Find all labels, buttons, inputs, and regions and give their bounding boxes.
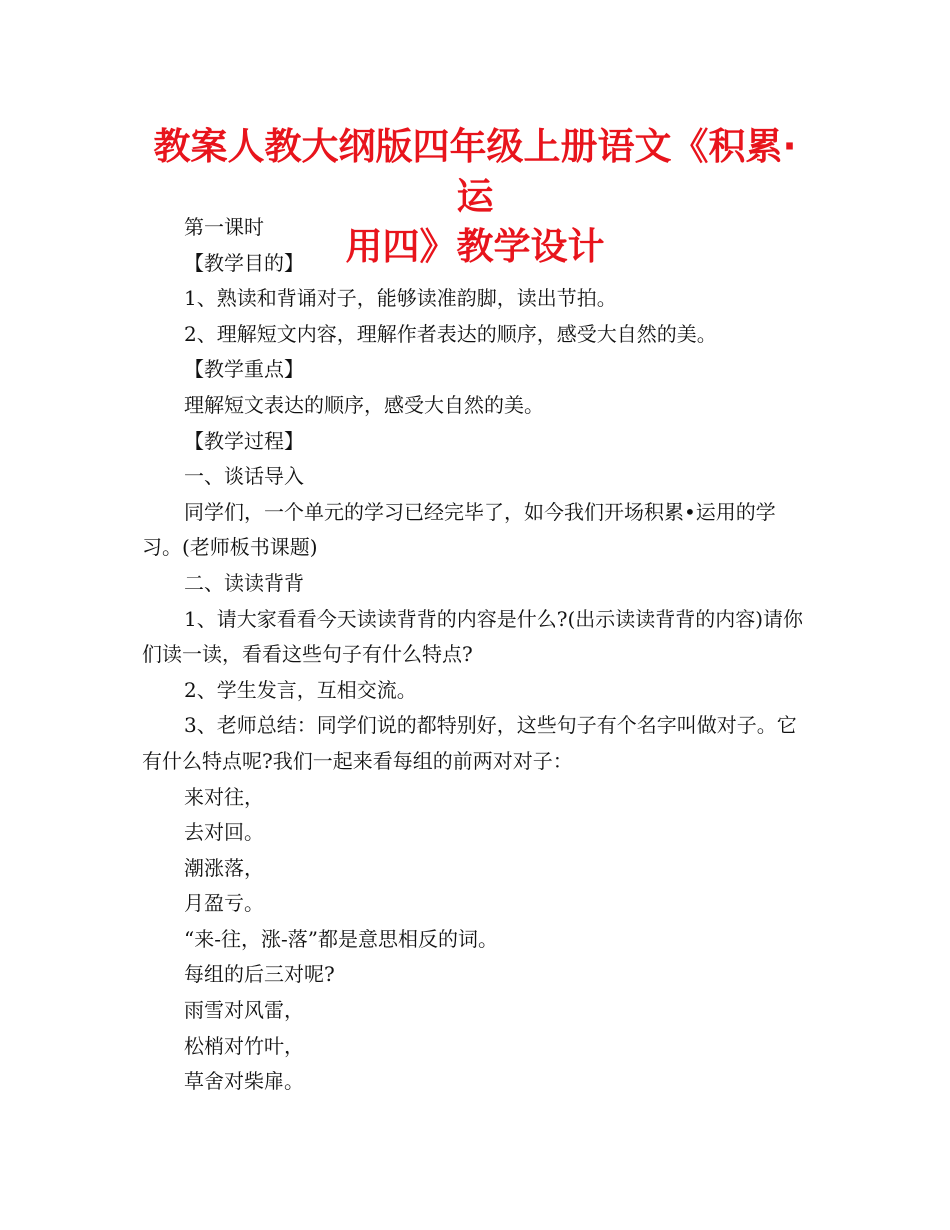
- recite-step-1: 1、请大家看看今天读读背背的内容是什么?(出示读读背背的内容)请你们读一读，看看这些句子有什么特点?: [142, 606, 804, 667]
- couplet-line: 雨雪对风雷，: [184, 998, 304, 1023]
- step-heading-recite: 二、读读背背: [184, 570, 304, 595]
- intro-paragraph: 同学们，一个单元的学习已经完毕了，如今我们开场积累•运用的学习。(老师板书课题): [142, 499, 776, 560]
- couplet-line: 松梢对竹叶，: [184, 1033, 304, 1058]
- lesson-period: 第一课时: [184, 215, 264, 239]
- title-line-2: 用四》教学设计: [345, 225, 605, 268]
- section-heading-process: 【教学过程】: [184, 428, 304, 453]
- couplet-line: 草舍对柴扉。: [184, 1069, 304, 1094]
- recite-step-2: 2、学生发言，互相交流。: [184, 677, 417, 702]
- couplet-line: 潮涨落，: [184, 855, 264, 880]
- section-heading-goals: 【教学目的】: [184, 250, 304, 275]
- goal-item-1: 1、熟读和背诵对子，能够读准韵脚，读出节拍。: [184, 286, 617, 311]
- couplet-note: “来-往，涨-落”都是意思相反的词。: [184, 926, 498, 951]
- recite-step-3: 3、老师总结：同学们说的都特别好，这些句子有个名字叫做对子。它有什么特点呢?我们一起来看每组的前两对对子：: [142, 713, 797, 773]
- couplet-line: 来对往，: [184, 784, 264, 809]
- couplet-line: 月盈亏。: [184, 891, 264, 916]
- couplet-question: 每组的后三对呢?: [184, 962, 335, 987]
- key-point-text: 理解短文表达的顺序，感受大自然的美。: [184, 392, 544, 417]
- document-body: [142, 210, 810, 1100]
- couplet-line: 去对回。: [184, 820, 264, 845]
- step-heading-intro: 一、谈话导入: [184, 464, 304, 489]
- section-heading-key-points: 【教学重点】: [184, 357, 304, 382]
- title-line-1: 教案人教大纲版四年级上册语文《积累·运: [153, 125, 797, 218]
- goal-item-2: 2、理解短文内容，理解作者表达的顺序，感受大自然的美。: [184, 321, 717, 346]
